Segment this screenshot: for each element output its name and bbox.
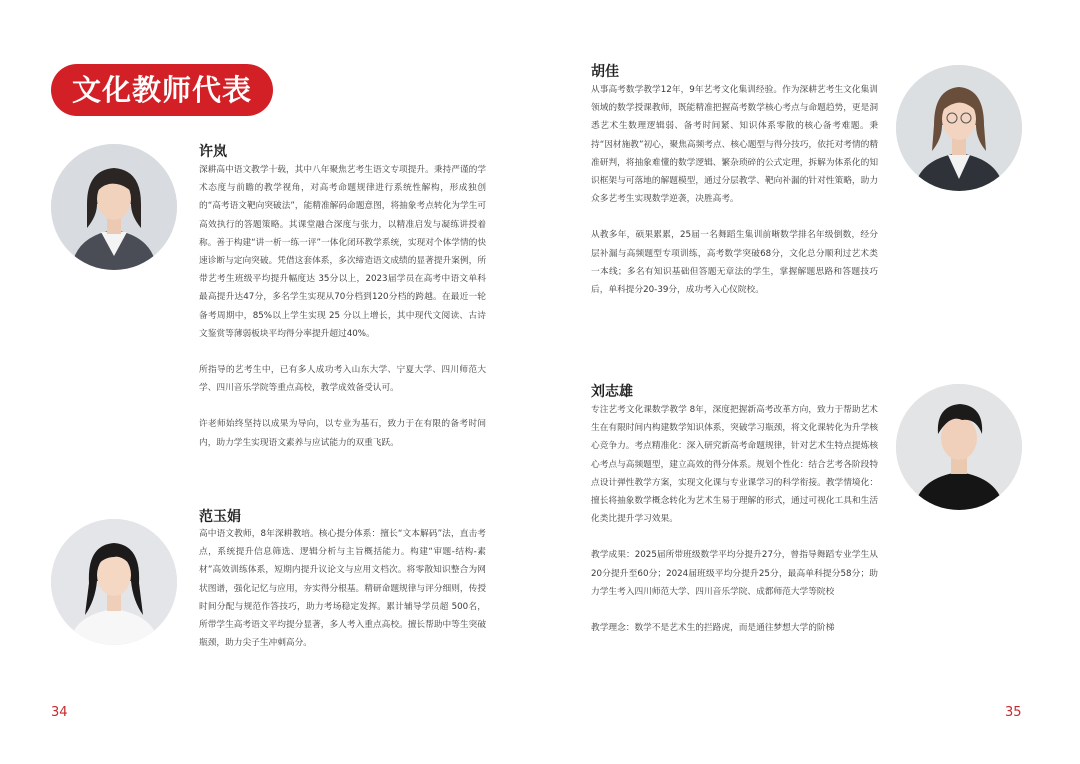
teacher-bio-xulan bbox=[199, 161, 486, 452]
bio-paragraph: 教学理念：数学不是艺术生的拦路虎，而是通往梦想大学的阶梯 bbox=[591, 623, 835, 634]
page-title: 文化教师代表 bbox=[51, 64, 273, 116]
bio-paragraph: 从事高考数学教学12年，9年艺考文化集训经验。作为深耕艺考生文化集训领域的数学授课教师，既能精准把握高考数学核心考点与命题趋势，更是洞悉艺术生数理逻辑弱、备考时间紧、知识体系零散的核心备考难题。秉持“因材施教”初心，聚焦高频考点、核心题型与得分技巧，依托对考情的精准研判，将抽象难懂的数学逻辑、繁杂琐碎的公式定理，拆解为体系化的知识框架与可落地的解题模型，通过分层教学、靶向补漏的针对性策略，助力众多艺考生实现数学逆袭，决胜高考。 bbox=[591, 85, 879, 205]
teacher-bio-fanyujuan bbox=[199, 525, 486, 652]
portrait-image bbox=[896, 65, 1022, 191]
teacher-photo-hujia bbox=[896, 65, 1022, 191]
bio-paragraph: 所指导的艺考生中，已有多人成功考入山东大学、宁夏大学、四川师范大学、四川音乐学院等重点高校，教学成效备受认可。 bbox=[199, 365, 486, 394]
bio-paragraph: 教学成果：2025届所带班级数学平均分提升27分，曾指导舞蹈专业学生从20分提升至60分；2024届班级平均分提升25分，最高单科提分58分；助力学生考入四川师范大学、四川音乐学院、成都师范大学等院校 bbox=[591, 550, 878, 597]
teacher-photo-xulan bbox=[51, 144, 177, 270]
teacher-photo-fanyujuan bbox=[51, 519, 177, 645]
teacher-bio-hujia bbox=[591, 81, 878, 299]
bio-paragraph: 深耕高中语文教学十载，其中八年聚焦艺考生语文专项提升。秉持严谨的学术态度与前瞻的教学视角，对高考命题规律进行系统性解构，形成独创的“高考语文靶向突破法”，能精准解码命题意图，将抽象考点转化为学生可高效执行的答题策略。其课堂融合深度与张力，以精准启发与凝练讲授着称。善于构建“讲一析一练一评”一体化闭环教学系统，实现对个体学情的快速诊断与定向突破。凭借这套体系，多次缔造语文成绩的显著提升案例，所带艺考生班级平均提升幅度达 35分以上，2023届学员在高考中语文单科最高提升达47分，多名学生实现从70分档到120分档的跨越。在最近一轮备考周期中，85%以上学生实现 25 分以上增长，其中现代文阅读、古诗文鉴赏等薄弱板块平均得分率提升超过40%。 bbox=[199, 165, 487, 339]
teacher-photo-liuzhixiong bbox=[896, 384, 1022, 510]
teacher-name-hujia: 胡佳 bbox=[591, 64, 619, 80]
page-number-right: 35 bbox=[1005, 705, 1022, 720]
page-number-left: 34 bbox=[51, 705, 68, 720]
teacher-name-liuzhixiong: 刘志雄 bbox=[591, 384, 633, 400]
bio-paragraph: 从教多年，硕果累累，25届一名舞蹈生集训前晰数学排名年级倒数，经分层补漏与高频题型专项训练，高考数学突破68分，文化总分顺利过艺术类一本线；多名有知识基础但答题无章法的学生，掌握解题思路和答题技巧后，单科提分20-39分，成功考入心仪院校。 bbox=[591, 230, 878, 296]
bio-paragraph: 高中语文教师，8年深耕教培。核心提分体系：擅长“文本解码”法，直击考点，系统提升信息筛选、逻辑分析与主旨概括能力。构建“审题-结构-素材”高效训练体系，短期内提升议论文与应用文档次。将零散知识整合为网状图谱，强化记忆与应用，夯实得分根基。精研命题规律与评分细则，传授时间分配与规范作答技巧，助力考场稳定发挥。累计辅导学员超 500名，所带学生高考语文平均提分显著，多人考入重点高校。擅长帮助中等生突破瓶颈，助力尖子生冲刺高分。 bbox=[199, 529, 486, 649]
teacher-bio-liuzhixiong bbox=[591, 401, 878, 637]
portrait-image bbox=[51, 519, 177, 645]
teacher-name-xulan: 许岚 bbox=[199, 144, 227, 160]
teacher-name-fanyujuan: 范玉娟 bbox=[199, 509, 241, 525]
bio-paragraph: 许老师始终坚持以成果为导向，以专业为基石，致力于在有限的备考时间内，助力学生实现语文素养与应试能力的双重飞跃。 bbox=[199, 419, 486, 448]
portrait-image bbox=[51, 144, 177, 270]
bio-paragraph: 专注艺考文化课数学教学 8年，深度把握新高考改革方向，致力于帮助艺术生在有限时间内构建数学知识体系，突破学习瓶颈，将文化课转化为升学核心竞争力。考点精准化：深入研究新高考命题规律，针对艺术生特点提炼核心考点与高频题型，建立高效的得分体系。规划个性化：结合艺考各阶段特点设计弹性教学方案，实现文化课与专业课学习的科学衔接。教学情境化：擅长将抽象数学概念转化为艺术生易于理解的形式，通过可视化工具和生活化类比提升学习效果。 bbox=[591, 405, 878, 525]
portrait-image bbox=[896, 384, 1022, 510]
